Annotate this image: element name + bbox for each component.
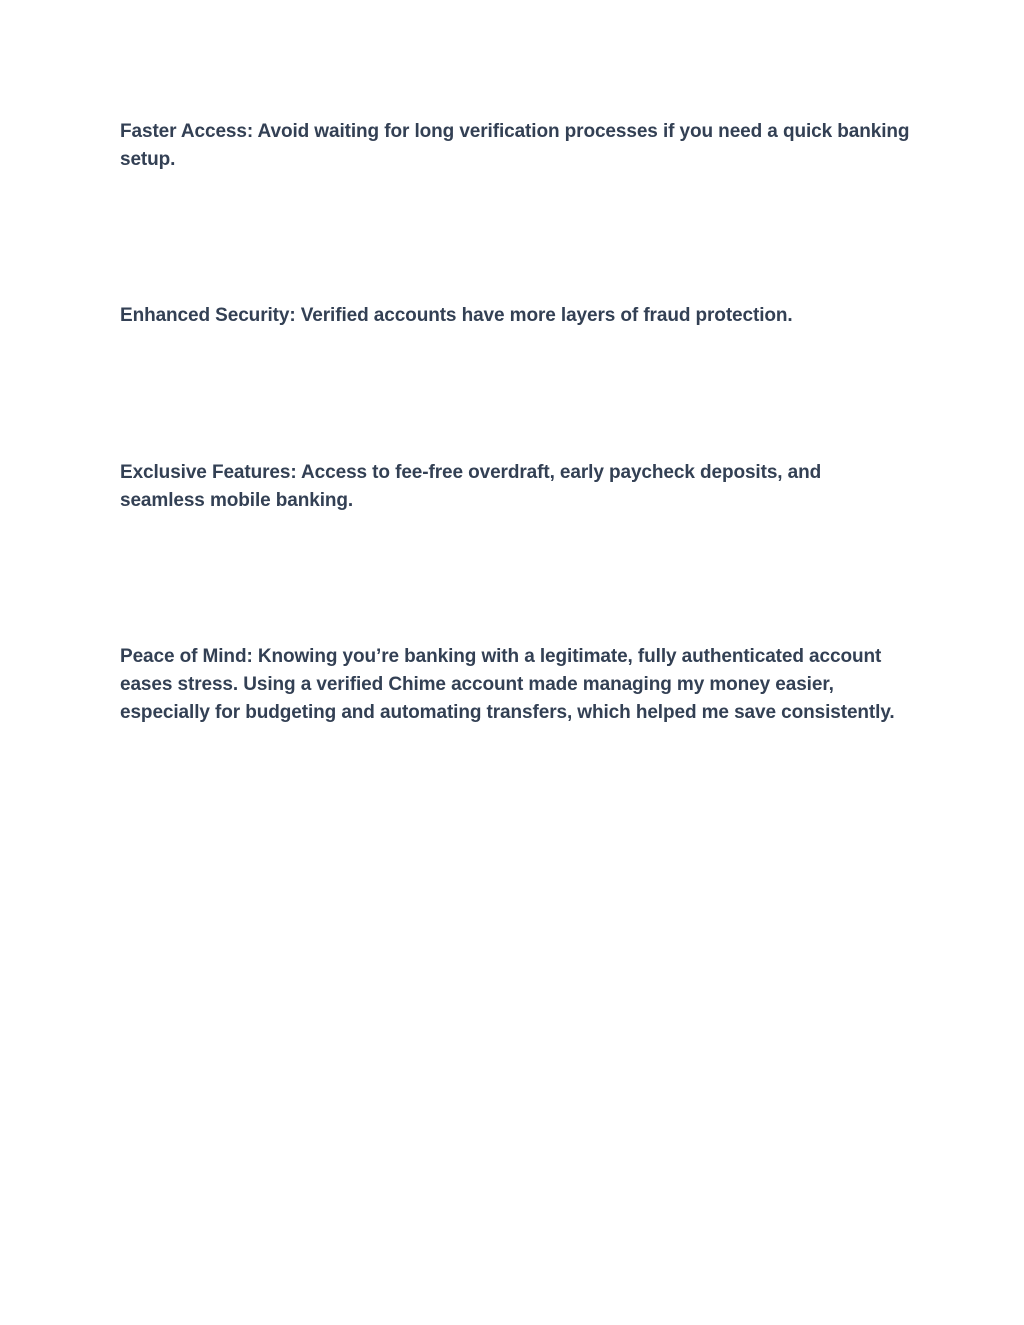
paragraph-faster-access: Faster Access: Avoid waiting for long verification processes if you need a quick banking setup. [120, 121, 910, 170]
paragraph-peace-of-mind: Peace of Mind: Knowing you’re banking with a legitimate, fully authenticated account eases stress. Using a verified Chime account made managing my money easier, especially for budgeting and automating transfers, which helped me save consistently. [120, 646, 895, 723]
paragraph-enhanced-security: Enhanced Security: Verified accounts have more layers of fraud protection. [120, 305, 793, 326]
paragraph-exclusive-features: Exclusive Features: Access to fee-free overdraft, early paycheck deposits, and seamless mobile banking. [120, 462, 822, 511]
